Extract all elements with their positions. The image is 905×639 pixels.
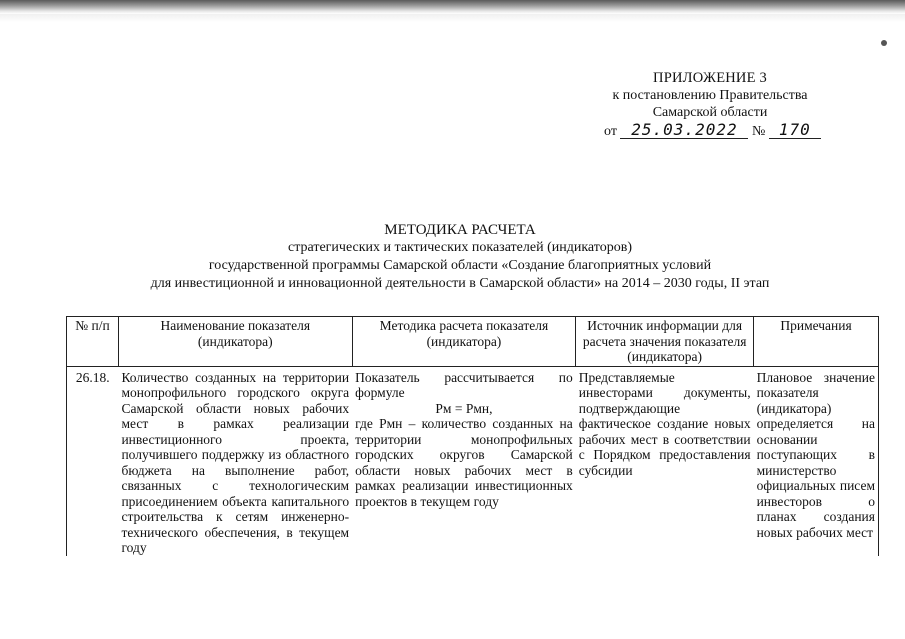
method-formula: Рм = Рмн, — [435, 400, 493, 416]
row-number: 26.18. — [67, 366, 119, 556]
table-header-row — [67, 317, 879, 367]
indicator-table — [66, 316, 879, 556]
table-row — [67, 366, 879, 556]
header-name: Наименование показателя (индикатора) — [118, 317, 352, 367]
appendix-title: ПРИЛОЖЕНИЕ 3 — [653, 70, 767, 86]
appendix-line-1: к постановлению Правительства — [612, 88, 808, 103]
header-notes: Примечания — [754, 317, 879, 367]
document-heading — [100, 221, 820, 293]
handwritten-date: 25.03.2022 — [620, 122, 748, 139]
appendix-dateline — [590, 122, 830, 140]
heading-title: МЕТОДИКА РАСЧЕТА — [384, 222, 536, 238]
row-method — [352, 366, 576, 556]
scan-top-edge — [0, 0, 905, 14]
row-name: Количество созданных на территории монопрофильного городского округа Самарской области новых рабочих мест в рамках реализации инвестиционного проекта, получившего поддержку из областного бюджета на выполнение работ, связанных с технологическим присоединением объекта капитального строительства к сетям инженерно-технического обеспечения, в текущем году — [121, 369, 350, 555]
heading-line-3: для инвестиционной и инновационной деятельности в Самарской области» на 2014 – 2030 годы, II этап — [150, 276, 770, 291]
header-method: Методика расчета показателя (индикатора) — [352, 317, 576, 367]
header-source: Источник информации для расчета значения показателя (индикатора) — [576, 317, 754, 367]
number-prefix: № — [751, 124, 766, 139]
scan-speck — [881, 40, 887, 46]
heading-line-1: стратегических и тактических показателей (индикаторов) — [288, 240, 632, 255]
method-intro: Показатель рассчитывается по формуле — [355, 369, 573, 400]
handwritten-number: 170 — [769, 122, 821, 139]
appendix-line-2: Самарской области — [652, 105, 768, 120]
appendix-block — [590, 70, 830, 140]
row-source: Представляемые инвесторами документы, подтверждающие фактическое создание новых рабочих мест в соответствии с Порядком предоставления субсидии — [578, 369, 751, 478]
header-number: № п/п — [67, 317, 119, 367]
method-description: где Рмн – количество созданных на территории монопрофильных городских округов Самарской области новых рабочих мест в рамках реализации инвестиционных проектов в текущем году — [355, 416, 573, 509]
date-prefix: от — [604, 124, 617, 139]
row-notes: Плановое значение показателя (индикатора) определяется на основании поступающих в министерство официальных писем инвесторов о планах создания новых рабочих мест — [754, 366, 879, 556]
heading-line-2: государственной программы Самарской области «Создание благоприятных условий — [208, 258, 712, 273]
scan-shadow — [0, 14, 905, 22]
